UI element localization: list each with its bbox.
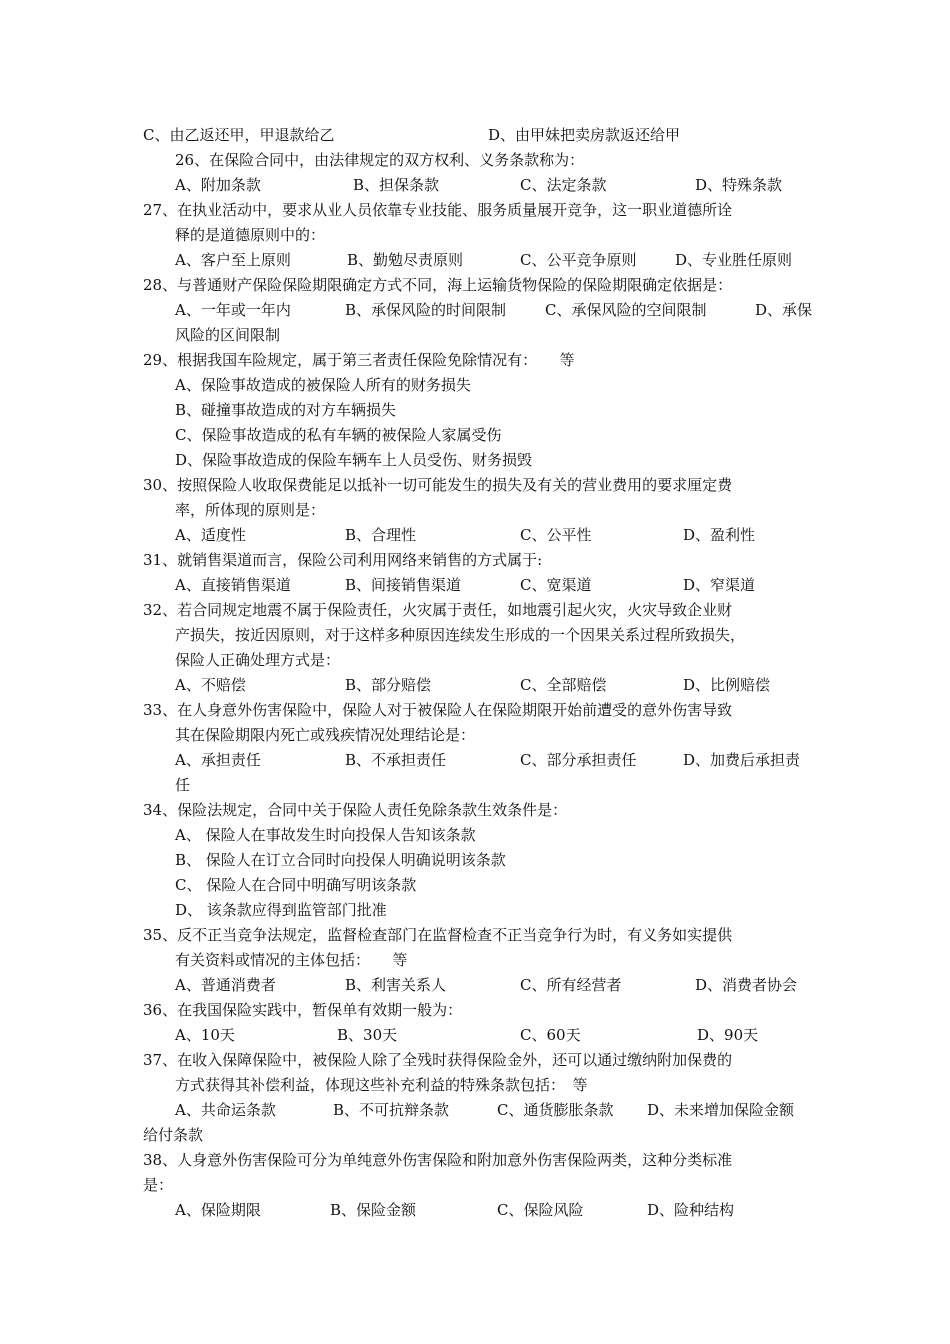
option-text: D、承保 bbox=[755, 301, 813, 319]
option-text: C、保险风险 bbox=[497, 1201, 584, 1219]
option-text: A、一年或一年内 bbox=[175, 301, 291, 319]
option-text: C、部分承担责任 bbox=[520, 751, 637, 769]
option-text: D、加费后承担责 bbox=[683, 751, 801, 769]
text-line: D、 该条款应得到监管部门批准 bbox=[175, 901, 387, 919]
option-text: B、不可抗辩条款 bbox=[333, 1101, 450, 1119]
text-line: 保险人正确处理方式是： bbox=[175, 651, 341, 669]
option-text: A、普通消费者 bbox=[175, 976, 276, 994]
text-line: 32、若合同规定地震不属于保险责任，火灾属于责任，如地震引起火灾，火灾导致企业财 bbox=[143, 601, 733, 619]
text-line: A、保险事故造成的被保险人所有的财务损失 bbox=[175, 376, 471, 394]
option-text: A、承担责任 bbox=[175, 751, 261, 769]
text-line: B、 保险人在订立合同时向投保人明确说明该条款 bbox=[175, 851, 506, 869]
text-line: 29、根据我国车险规定，属于第三者责任保险免除情况有： 等 bbox=[143, 351, 575, 369]
option-text: D、比例赔偿 bbox=[683, 676, 771, 694]
option-text: C、所有经营者 bbox=[520, 976, 622, 994]
option-text: B、利害关系人 bbox=[345, 976, 447, 994]
text-line: C、保险事故造成的私有车辆的被保险人家属受伤 bbox=[175, 426, 502, 444]
text-line: 28、与普通财产保险保险期限确定方式不同，海上运输货物保险的保险期限确定依据是： bbox=[143, 276, 733, 294]
text-line: 35、反不正当竞争法规定，监督检查部门在监督检查不正当竞争行为时，有义务如实提供 bbox=[143, 926, 733, 944]
text-line: D、保险事故造成的保险车辆车上人员受伤、财务损毁 bbox=[175, 451, 533, 469]
option-text: C、由乙返还甲，甲退款给乙 bbox=[143, 126, 335, 144]
text-line: 是： bbox=[143, 1176, 174, 1194]
text-line: 产损失，按近因原则，对于这样多种原因连续发生形成的一个因果关系过程所致损失， bbox=[175, 626, 746, 644]
option-text: D、由甲妹把卖房款返还给甲 bbox=[488, 126, 681, 144]
text-line: A、 保险人在事故发生时向投保人告知该条款 bbox=[175, 826, 476, 844]
text-line: 释的是道德原则中的： bbox=[175, 226, 326, 244]
text-line: 方式获得其补偿利益，体现这些补充利益的特殊条款包括： 等 bbox=[175, 1076, 588, 1094]
option-text: C、全部赔偿 bbox=[520, 676, 607, 694]
option-text: C、通货膨胀条款 bbox=[497, 1101, 614, 1119]
text-line: 风险的区间限制 bbox=[175, 326, 281, 344]
text-line: C、 保险人在合同中明确写明该条款 bbox=[175, 876, 417, 894]
option-text: A、不赔偿 bbox=[175, 676, 246, 694]
option-text: B、保险金额 bbox=[330, 1201, 417, 1219]
option-text: B、合理性 bbox=[345, 526, 417, 544]
option-text: B、担保条款 bbox=[353, 176, 440, 194]
text-line: 有关资料或情况的主体包括： 等 bbox=[175, 951, 408, 969]
text-line: 34、保险法规定，合同中关于保险人责任免除条款生效条件是： bbox=[143, 801, 568, 819]
option-text: C、承保风险的空间限制 bbox=[545, 301, 707, 319]
text-line: 31、就销售渠道而言，保险公司利用网络来销售的方式属于: bbox=[143, 551, 543, 569]
option-text: A、附加条款 bbox=[175, 176, 261, 194]
option-text: C、公平性 bbox=[520, 526, 592, 544]
option-text: D、消费者协会 bbox=[695, 976, 798, 994]
text-line: 37、在收入保障保险中，被保险人除了全残时获得保险金外，还可以通过缴纳附加保费的 bbox=[143, 1051, 733, 1069]
option-text: D、险种结构 bbox=[647, 1201, 735, 1219]
option-text: A、保险期限 bbox=[175, 1201, 261, 1219]
option-text: D、专业胜任原则 bbox=[675, 251, 793, 269]
option-text: B、部分赔偿 bbox=[345, 676, 432, 694]
option-text: B、30天 bbox=[337, 1026, 398, 1044]
option-text: D、特殊条款 bbox=[695, 176, 783, 194]
option-text: A、10天 bbox=[175, 1026, 235, 1044]
option-text: C、宽渠道 bbox=[520, 576, 592, 594]
text-line: 30、按照保险人收取保费能足以抵补一切可能发生的损失及有关的营业费用的要求厘定费 bbox=[143, 476, 733, 494]
text-line: 33、在人身意外伤害保险中，保险人对于被保险人在保险期限开始前遭受的意外伤害导致 bbox=[143, 701, 733, 719]
option-text: D、未来增加保险金额 bbox=[647, 1101, 795, 1119]
option-text: A、直接销售渠道 bbox=[175, 576, 291, 594]
option-text: C、60天 bbox=[520, 1026, 581, 1044]
option-text: B、承保风险的时间限制 bbox=[345, 301, 507, 319]
text-line: 36、在我国保险实践中，暂保单有效期一般为： bbox=[143, 1001, 463, 1019]
text-line: 26、在保险合同中，由法律规定的双方权利、义务条款称为： bbox=[175, 151, 585, 169]
option-text: A、客户至上原则 bbox=[175, 251, 291, 269]
text-line: 任 bbox=[175, 776, 191, 794]
option-text: B、不承担责任 bbox=[345, 751, 447, 769]
option-text: D、窄渠道 bbox=[683, 576, 756, 594]
option-text: C、公平竞争原则 bbox=[520, 251, 637, 269]
option-text: B、勤勉尽责原则 bbox=[347, 251, 464, 269]
text-line: 27、在执业活动中，要求从业人员依靠专业技能、服务质量展开竞争，这一职业道德所诠 bbox=[143, 201, 733, 219]
option-text: D、盈利性 bbox=[683, 526, 756, 544]
text-line: 38、人身意外伤害保险可分为单纯意外伤害保险和附加意外伤害保险两类，这种分类标准 bbox=[143, 1151, 733, 1169]
text-line: 率，所体现的原则是： bbox=[175, 501, 326, 519]
text-line: B、碰撞事故造成的对方车辆损失 bbox=[175, 401, 397, 419]
option-text: C、法定条款 bbox=[520, 176, 607, 194]
text-line: 给付条款 bbox=[143, 1126, 204, 1144]
option-text: A、适度性 bbox=[175, 526, 246, 544]
text-line: 其在保险期限内死亡或残疾情况处理结论是： bbox=[175, 726, 476, 744]
option-text: D、90天 bbox=[697, 1026, 759, 1044]
option-text: B、间接销售渠道 bbox=[345, 576, 462, 594]
option-text: A、共命运条款 bbox=[175, 1101, 276, 1119]
